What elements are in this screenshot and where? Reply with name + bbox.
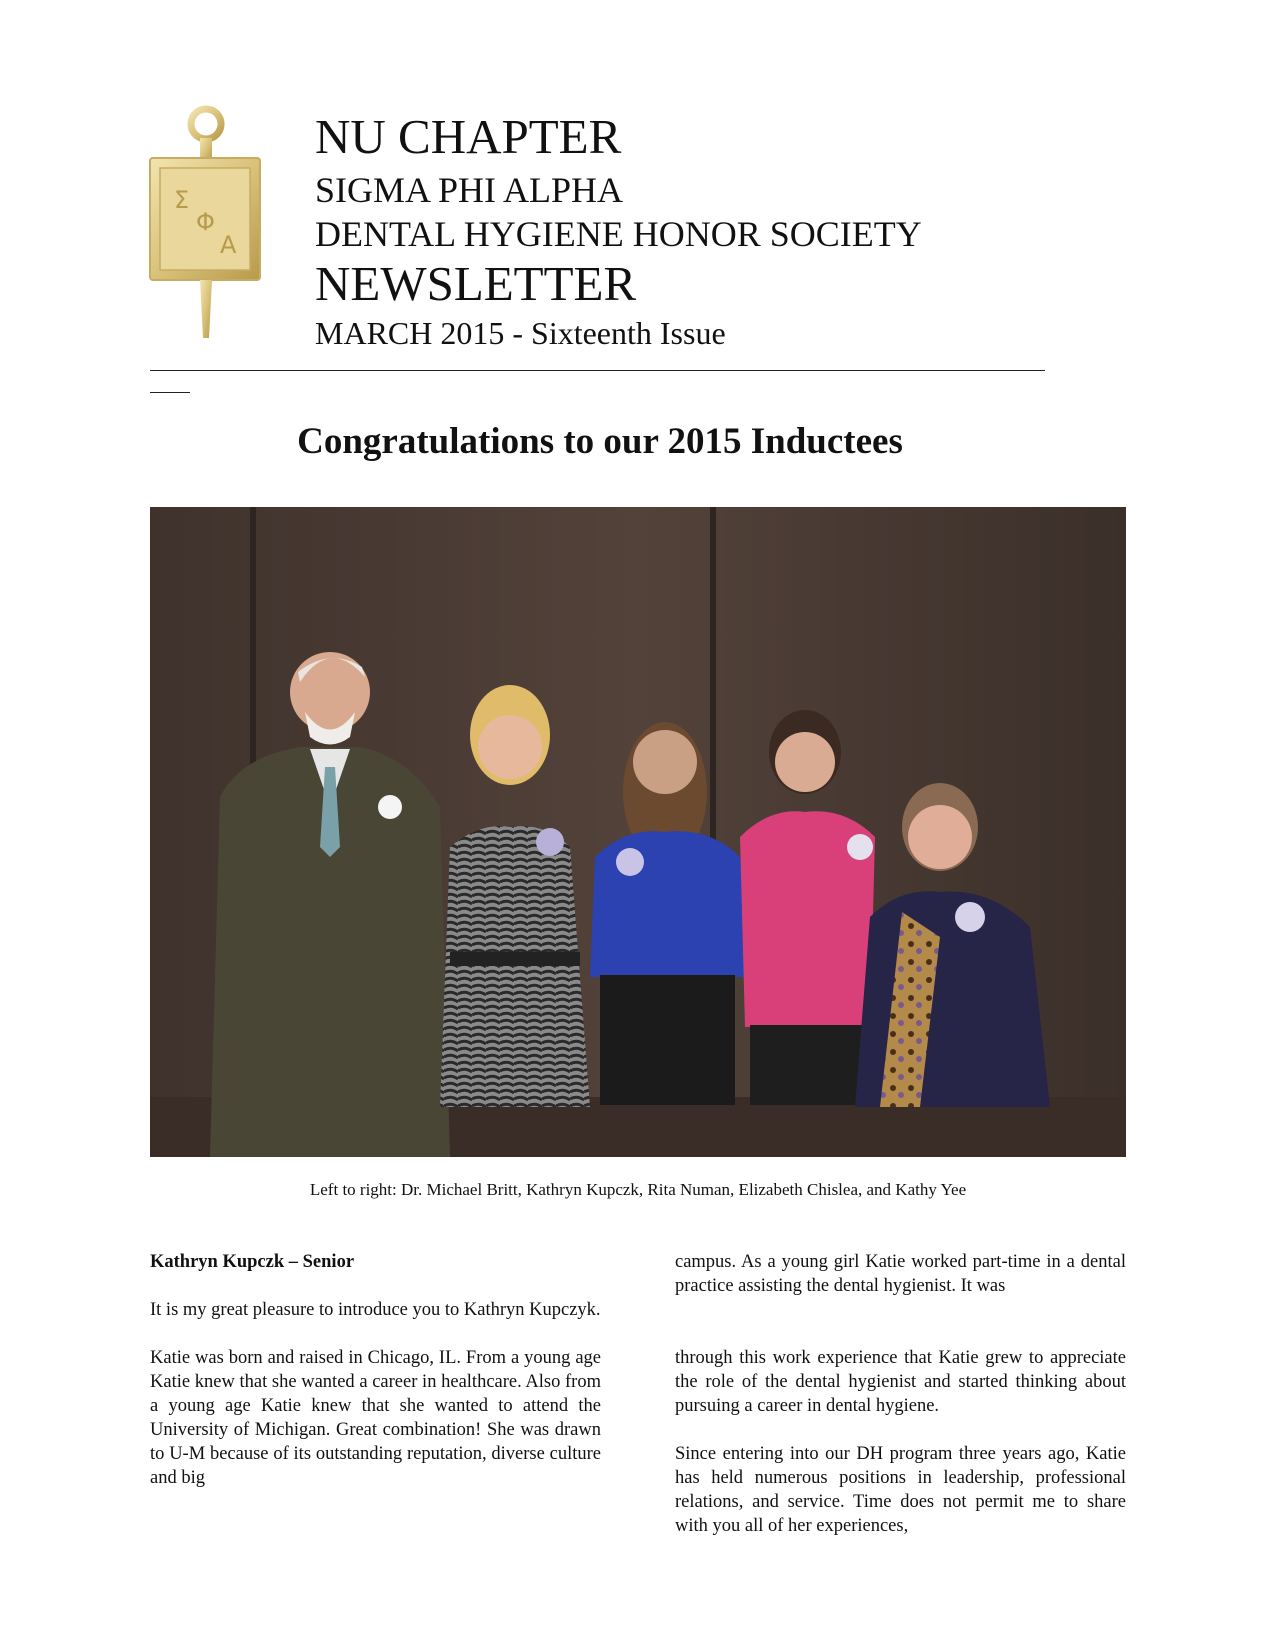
article-intro: It is my great pleasure to introduce you to Kathryn Kupczyk. — [150, 1300, 601, 1320]
article-byline: Kathryn Kupczk – Senior — [150, 1252, 355, 1272]
chapter-title: NU CHAPTER — [315, 109, 622, 164]
society-name: SIGMA PHI ALPHA — [315, 170, 624, 210]
article-paragraph-1-continued: campus. As a young girl Katie worked part-time in a dental practice assisting the dental hygienist. It was — [675, 1252, 1126, 1296]
logo-letter-phi: Φ — [196, 208, 215, 236]
article-paragraph-3: Since entering into our DH program three years ago, Katie has held numerous positions in leadership, professional relations, and service. Time does not permit me to share with you all of her experiences, — [675, 1444, 1126, 1536]
article-paragraph-1: Katie was born and raised in Chicago, IL. From a young age Katie knew that she wanted a career in healthcare. Also from a young age Katie knew that she wanted to attend the University of Michigan. Great combination! She was drawn to U-M because of its outstanding reputation, diverse culture and big — [150, 1348, 601, 1488]
article-column-left — [150, 1250, 601, 1514]
header-divider-tail — [150, 392, 190, 393]
sigma-phi-alpha-key-pin-icon — [148, 100, 268, 350]
article-paragraph-2: through this work experience that Katie grew to appreciate the role of the dental hygienist and started thinking about pursuing a career in dental hygiene. — [675, 1348, 1126, 1416]
inductees-group-photo — [150, 507, 1126, 1157]
logo-letter-alpha: Α — [220, 231, 237, 259]
society-subtitle: DENTAL HYGIENE HONOR SOCIETY — [315, 214, 922, 254]
headline: Congratulations to our 2015 Inductees — [297, 421, 903, 462]
issue-date: MARCH 2015 - Sixteenth Issue — [315, 315, 726, 351]
photo-caption: Left to right: Dr. Michael Britt, Kathryn Kupczk, Rita Numan, Elizabeth Chislea, and Kathy Yee — [309, 1180, 967, 1199]
newsletter-title: NEWSLETTER — [315, 256, 637, 311]
header-divider — [150, 370, 1045, 371]
article-column-right — [675, 1250, 1126, 1562]
logo-letter-sigma: Σ — [174, 186, 190, 214]
masthead — [315, 109, 922, 351]
